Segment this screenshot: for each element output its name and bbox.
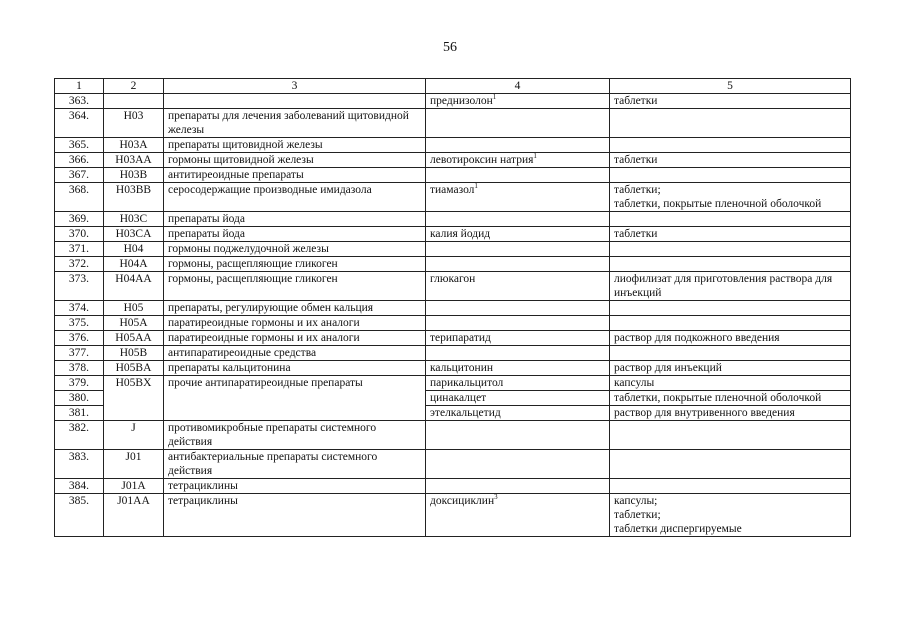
- row-number: 380.: [55, 391, 104, 406]
- dosage-form: лиофилизат для приготовления раствора для инъекций: [614, 273, 833, 299]
- table-row: [55, 227, 851, 242]
- dosage-forms: [610, 168, 851, 183]
- drug-name-cell: [426, 479, 610, 494]
- anatomic-therapeutic-group: препараты для лечения заболеваний щитовидной железы: [164, 109, 426, 138]
- atc-code: H03BB: [104, 183, 164, 212]
- row-number: 375.: [55, 316, 104, 331]
- drug-name: этелкальцетид: [430, 407, 501, 419]
- drug-name-cell: [426, 316, 610, 331]
- dosage-form: раствор для подкожного введения: [614, 332, 780, 344]
- atc-code: [104, 94, 164, 109]
- dosage-forms: [610, 450, 851, 479]
- footnote-marker: 1: [492, 93, 497, 102]
- dosage-form: таблетки: [614, 154, 658, 166]
- anatomic-therapeutic-group: препараты щитовидной железы: [164, 138, 426, 153]
- row-number: 384.: [55, 479, 104, 494]
- row-number: 371.: [55, 242, 104, 257]
- atc-code: H03B: [104, 168, 164, 183]
- drug-name-cell: [426, 227, 610, 242]
- dosage-forms: [610, 361, 851, 376]
- dosage-form: таблетки, покрытые пленочной оболочкой: [614, 392, 822, 404]
- dosage-forms: [610, 376, 851, 391]
- anatomic-therapeutic-group: противомикробные препараты системного действия: [164, 421, 426, 450]
- atc-code: H05: [104, 301, 164, 316]
- anatomic-therapeutic-group: препараты кальцитонина: [164, 361, 426, 376]
- atc-code: H05AA: [104, 331, 164, 346]
- drug-name-cell: [426, 376, 610, 391]
- dosage-forms: [610, 227, 851, 242]
- drug-name: кальцитонин: [430, 362, 493, 374]
- anatomic-therapeutic-group: препараты, регулирующие обмен кальция: [164, 301, 426, 316]
- table-row: [55, 138, 851, 153]
- table-header-row: [55, 79, 851, 94]
- drug-name-cell: [426, 212, 610, 227]
- dosage-form: таблетки диспергируемые: [614, 523, 742, 535]
- table-row: [55, 301, 851, 316]
- atc-code: H04A: [104, 257, 164, 272]
- table-row: [55, 479, 851, 494]
- row-number: 363.: [55, 94, 104, 109]
- drug-name-cell: [426, 421, 610, 450]
- drug-name: тиамазол: [430, 184, 475, 196]
- dosage-forms: [610, 331, 851, 346]
- row-number: 366.: [55, 153, 104, 168]
- drug-name: глюкагон: [430, 273, 476, 285]
- atc-code: H05BX: [104, 376, 164, 421]
- atc-code: H03AA: [104, 153, 164, 168]
- row-number: 376.: [55, 331, 104, 346]
- atc-code: H03C: [104, 212, 164, 227]
- anatomic-therapeutic-group: паратиреоидные гормоны и их аналоги: [164, 316, 426, 331]
- atc-code: H04AA: [104, 272, 164, 301]
- row-number: 368.: [55, 183, 104, 212]
- drug-name-cell: [426, 272, 610, 301]
- dosage-form: капсулы: [614, 377, 655, 389]
- table-row: [55, 109, 851, 138]
- atc-code: J: [104, 421, 164, 450]
- table-row: [55, 450, 851, 479]
- anatomic-therapeutic-group: тетрациклины: [164, 494, 426, 537]
- row-number: 370.: [55, 227, 104, 242]
- dosage-form: таблетки;: [614, 184, 661, 196]
- anatomic-therapeutic-group: гормоны, расщепляющие гликоген: [164, 272, 426, 301]
- dosage-forms: [610, 242, 851, 257]
- atc-code: H03A: [104, 138, 164, 153]
- drug-name-cell: [426, 450, 610, 479]
- drug-name-cell: [426, 301, 610, 316]
- footnote-marker: 3: [494, 493, 498, 502]
- table-row: [55, 272, 851, 301]
- row-number: 379.: [55, 376, 104, 391]
- anatomic-therapeutic-group: препараты йода: [164, 212, 426, 227]
- dosage-form: капсулы;: [614, 495, 658, 507]
- row-number: 365.: [55, 138, 104, 153]
- column-header: 4: [426, 79, 610, 94]
- drug-name: цинакалцет: [430, 392, 487, 404]
- row-number: 381.: [55, 406, 104, 421]
- anatomic-therapeutic-group: антипаратиреоидные средства: [164, 346, 426, 361]
- table-row: [55, 153, 851, 168]
- table-row: [55, 361, 851, 376]
- drug-name-cell: [426, 494, 610, 537]
- row-number: 369.: [55, 212, 104, 227]
- drug-name: левотироксин натрия: [430, 154, 534, 166]
- anatomic-therapeutic-group: препараты йода: [164, 227, 426, 242]
- dosage-forms: [610, 421, 851, 450]
- drug-name-cell: [426, 257, 610, 272]
- table-row: [55, 331, 851, 346]
- atc-code: J01A: [104, 479, 164, 494]
- anatomic-therapeutic-group: паратиреоидные гормоны и их аналоги: [164, 331, 426, 346]
- table-row: [55, 168, 851, 183]
- row-number: 385.: [55, 494, 104, 537]
- row-number: 382.: [55, 421, 104, 450]
- row-number: 373.: [55, 272, 104, 301]
- anatomic-therapeutic-group: антитиреоидные препараты: [164, 168, 426, 183]
- dosage-forms: [610, 94, 851, 109]
- drug-name-cell: [426, 331, 610, 346]
- footnote-marker: 1: [474, 182, 478, 191]
- atc-code: J01: [104, 450, 164, 479]
- row-number: 378.: [55, 361, 104, 376]
- table-row: [55, 376, 851, 391]
- dosage-form: таблетки, покрытые пленочной оболочкой: [614, 198, 822, 210]
- atc-code: H03: [104, 109, 164, 138]
- anatomic-therapeutic-group: тетрациклины: [164, 479, 426, 494]
- dosage-forms: [610, 138, 851, 153]
- column-header: 1: [55, 79, 104, 94]
- drug-name-cell: [426, 406, 610, 421]
- dosage-forms: [610, 391, 851, 406]
- dosage-forms: [610, 153, 851, 168]
- drug-name-cell: [426, 242, 610, 257]
- anatomic-therapeutic-group: [164, 94, 426, 109]
- row-number: 374.: [55, 301, 104, 316]
- column-header: 5: [610, 79, 851, 94]
- drug-name: парикальцитол: [430, 377, 504, 389]
- table-row: [55, 242, 851, 257]
- drug-name-cell: [426, 183, 610, 212]
- drug-name-cell: [426, 391, 610, 406]
- atc-code: H05A: [104, 316, 164, 331]
- dosage-forms: [610, 257, 851, 272]
- row-number: 383.: [55, 450, 104, 479]
- dosage-forms: [610, 316, 851, 331]
- atc-code: H03CA: [104, 227, 164, 242]
- atc-code: J01AA: [104, 494, 164, 537]
- row-number: 372.: [55, 257, 104, 272]
- page-number: 56: [443, 40, 457, 55]
- dosage-forms: [610, 212, 851, 227]
- dosage-forms: [610, 346, 851, 361]
- table-row: [55, 257, 851, 272]
- dosage-form: таблетки: [614, 95, 658, 107]
- drug-name-cell: [426, 109, 610, 138]
- anatomic-therapeutic-group: антибактериальные препараты системного действия: [164, 450, 426, 479]
- table-row: [55, 421, 851, 450]
- atc-code: H05BA: [104, 361, 164, 376]
- anatomic-therapeutic-group: гормоны щитовидной железы: [164, 153, 426, 168]
- dosage-form: таблетки: [614, 228, 658, 240]
- drug-name-cell: [426, 168, 610, 183]
- drug-name: доксициклин: [430, 495, 495, 507]
- row-number: 364.: [55, 109, 104, 138]
- table-row: [55, 494, 851, 537]
- drug-name-cell: [426, 153, 610, 168]
- dosage-forms: [610, 406, 851, 421]
- dosage-forms: [610, 183, 851, 212]
- drug-name: преднизолон: [430, 95, 493, 107]
- dosage-forms: [610, 109, 851, 138]
- anatomic-therapeutic-group: серосодержащие производные имидазола: [164, 183, 426, 212]
- atc-code: H04: [104, 242, 164, 257]
- footnote-marker: 1: [533, 152, 537, 161]
- drug-name-cell: [426, 94, 610, 109]
- drug-name-cell: [426, 361, 610, 376]
- dosage-forms: [610, 272, 851, 301]
- column-header: 3: [164, 79, 426, 94]
- drug-name-cell: [426, 346, 610, 361]
- dosage-forms: [610, 494, 851, 537]
- table-row: [55, 212, 851, 227]
- atc-code: H05B: [104, 346, 164, 361]
- dosage-form: раствор для инъекций: [614, 362, 722, 374]
- dosage-form: таблетки;: [614, 509, 661, 521]
- row-number: 367.: [55, 168, 104, 183]
- anatomic-therapeutic-group: гормоны, расщепляющие гликоген: [164, 257, 426, 272]
- table-row: [55, 316, 851, 331]
- column-header: 2: [104, 79, 164, 94]
- anatomic-therapeutic-group: гормоны поджелудочной железы: [164, 242, 426, 257]
- drug-name: калия йодид: [430, 228, 491, 240]
- table-row: [55, 183, 851, 212]
- drug-table: [54, 78, 851, 537]
- drug-name-cell: [426, 138, 610, 153]
- dosage-forms: [610, 301, 851, 316]
- dosage-forms: [610, 479, 851, 494]
- table-row: [55, 346, 851, 361]
- row-number: 377.: [55, 346, 104, 361]
- dosage-form: раствор для внутривенного введения: [614, 407, 795, 419]
- anatomic-therapeutic-group: прочие антипаратиреоидные препараты: [164, 376, 426, 421]
- table-row: [55, 94, 851, 109]
- drug-name: терипаратид: [430, 332, 491, 344]
